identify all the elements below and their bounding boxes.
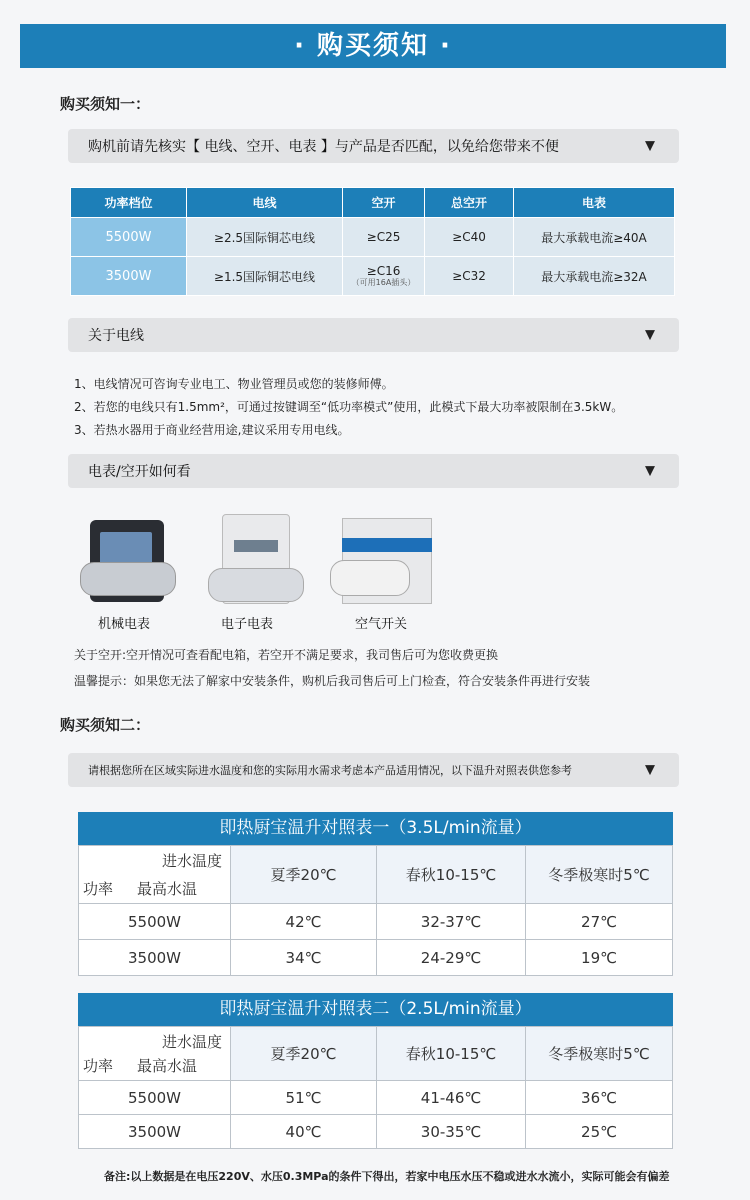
note-line: 2、若您的电线只有1.5mm²，可通过按键调至“低功率模式”使用，此模式下最大功率被限制在3.5kW。	[74, 400, 624, 414]
wire-dropdown-bar[interactable]	[68, 318, 679, 352]
table-row	[79, 940, 673, 976]
meter-cell: 最大承载电流≥40A	[514, 218, 675, 257]
power-cell: 3500W	[79, 1115, 231, 1149]
table-row	[79, 1081, 673, 1115]
corner-power-label: 功率	[83, 1057, 114, 1075]
corner-max-label: 最高水温	[137, 880, 198, 898]
table-header: 功率档位	[71, 188, 187, 218]
wire-notes	[74, 373, 623, 442]
breaker-tip: 关于空开:空开情况可查看配电箱，若空开不满足要求，我司售后可为您收费更换	[74, 648, 499, 662]
temp-cell: 30-35℃	[377, 1115, 526, 1149]
table-row	[79, 1115, 673, 1149]
table-header: 空开	[343, 188, 425, 218]
table-caption: 即热厨宝温升对照表一（3.5L/min流量）	[78, 812, 673, 845]
temp-cell: 42℃	[231, 904, 377, 940]
triangle-down-icon: ▼	[645, 138, 655, 154]
temp-cell: 41-46℃	[377, 1081, 526, 1115]
table-header-row	[79, 1027, 673, 1081]
note-line: 1、电线情况可咨询专业电工、物业管理员或您的装修师傅。	[74, 377, 394, 391]
table-row	[71, 257, 675, 296]
power-cell: 3500W	[79, 940, 231, 976]
mechanical-meter-icon	[80, 512, 180, 607]
column-header: 夏季20℃	[231, 1027, 377, 1081]
temp-cell: 36℃	[526, 1081, 673, 1115]
main-breaker-cell: ≥C32	[425, 257, 514, 296]
corner-max-label: 最高水温	[137, 1057, 198, 1075]
note-line: 3、若热水器用于商业经营用途,建议采用专用电线。	[74, 423, 350, 437]
meter-cell: 最大承载电流≥32A	[514, 257, 675, 296]
temp-bar-label: 请根据您所在区域实际进水温度和您的实际用水需求考虑本产品适用情况，以下温升对照表供您参考	[88, 764, 572, 777]
corner-inlet-label: 进水温度	[161, 852, 222, 870]
temp-dropdown-bar[interactable]	[68, 753, 679, 787]
corner-inlet-label: 进水温度	[161, 1033, 222, 1051]
temperature-table-2	[78, 993, 673, 1149]
triangle-down-icon: ▼	[645, 327, 655, 343]
section1-title: 购买须知一：	[60, 95, 151, 113]
table-header-row	[79, 846, 673, 904]
table-header: 总空开	[425, 188, 514, 218]
temp-cell: 24-29℃	[377, 940, 526, 976]
requirements-table	[70, 187, 675, 296]
wire-cell: ≥2.5国际铜芯电线	[187, 218, 343, 257]
meter-dropdown-bar[interactable]	[68, 454, 679, 488]
temp-cell: 19℃	[526, 940, 673, 976]
column-header: 春秋10-15℃	[377, 1027, 526, 1081]
power-cell: 5500W	[79, 904, 231, 940]
meter-label: 电子电表	[221, 617, 274, 632]
column-header: 冬季极寒时5℃	[526, 846, 673, 904]
column-header: 夏季20℃	[231, 846, 377, 904]
power-cell: 5500W	[71, 218, 187, 257]
breaker-value: ≥C16	[366, 264, 401, 278]
main-breaker-cell: ≥C40	[425, 218, 514, 257]
wire-cell: ≥1.5国际铜芯电线	[187, 257, 343, 296]
temp-cell: 34℃	[231, 940, 377, 976]
breaker-note: （可用16A插头）	[351, 278, 416, 287]
meter-images	[80, 512, 440, 612]
temperature-table-1	[78, 812, 673, 976]
triangle-down-icon: ▼	[645, 463, 655, 479]
triangle-down-icon: ▼	[645, 762, 655, 778]
column-header: 冬季极寒时5℃	[526, 1027, 673, 1081]
corner-cell	[79, 846, 231, 904]
column-header: 春秋10-15℃	[377, 846, 526, 904]
corner-cell	[79, 1027, 231, 1081]
breaker-cell	[343, 218, 425, 257]
breaker-cell	[343, 257, 425, 296]
wire-bar-label: 关于电线	[88, 328, 144, 344]
table-header: 电表	[514, 188, 675, 218]
table-header: 电线	[187, 188, 343, 218]
check-bar-label: 购机前请先核实【 电线、空开、电表 】与产品是否匹配，以免给您带来不便	[88, 139, 559, 155]
temp-cell: 25℃	[526, 1115, 673, 1149]
table-row	[71, 218, 675, 257]
power-cell: 3500W	[71, 257, 187, 296]
footnote: 备注:以上数据是在电压220V、水压0.3MPa的条件下得出，若家中电压水压不稳或进水水流小，实际可能会有偏差	[104, 1170, 670, 1183]
temp-cell: 40℃	[231, 1115, 377, 1149]
section2-title: 购买须知二：	[60, 716, 151, 734]
electronic-meter-icon	[208, 512, 308, 607]
check-dropdown-bar[interactable]	[68, 129, 679, 163]
table-row	[79, 904, 673, 940]
meter-label: 机械电表	[98, 617, 151, 632]
meter-label: 空气开关	[355, 617, 408, 632]
temp-cell: 51℃	[231, 1081, 377, 1115]
meter-bar-label: 电表/空开如何看	[88, 464, 191, 480]
table-caption: 即热厨宝温升对照表二（2.5L/min流量）	[78, 993, 673, 1026]
corner-power-label: 功率	[83, 880, 114, 898]
page-banner: · 购买须知 ·	[20, 24, 726, 68]
air-switch-icon	[330, 512, 430, 607]
temp-cell: 27℃	[526, 904, 673, 940]
warm-tip: 温馨提示：如果您无法了解家中安装条件，购机后我司售后可上门检查，符合安装条件再进行安装	[74, 674, 591, 688]
table-header-row	[71, 188, 675, 218]
breaker-value: ≥C25	[366, 230, 401, 244]
power-cell: 5500W	[79, 1081, 231, 1115]
temp-cell: 32-37℃	[377, 904, 526, 940]
